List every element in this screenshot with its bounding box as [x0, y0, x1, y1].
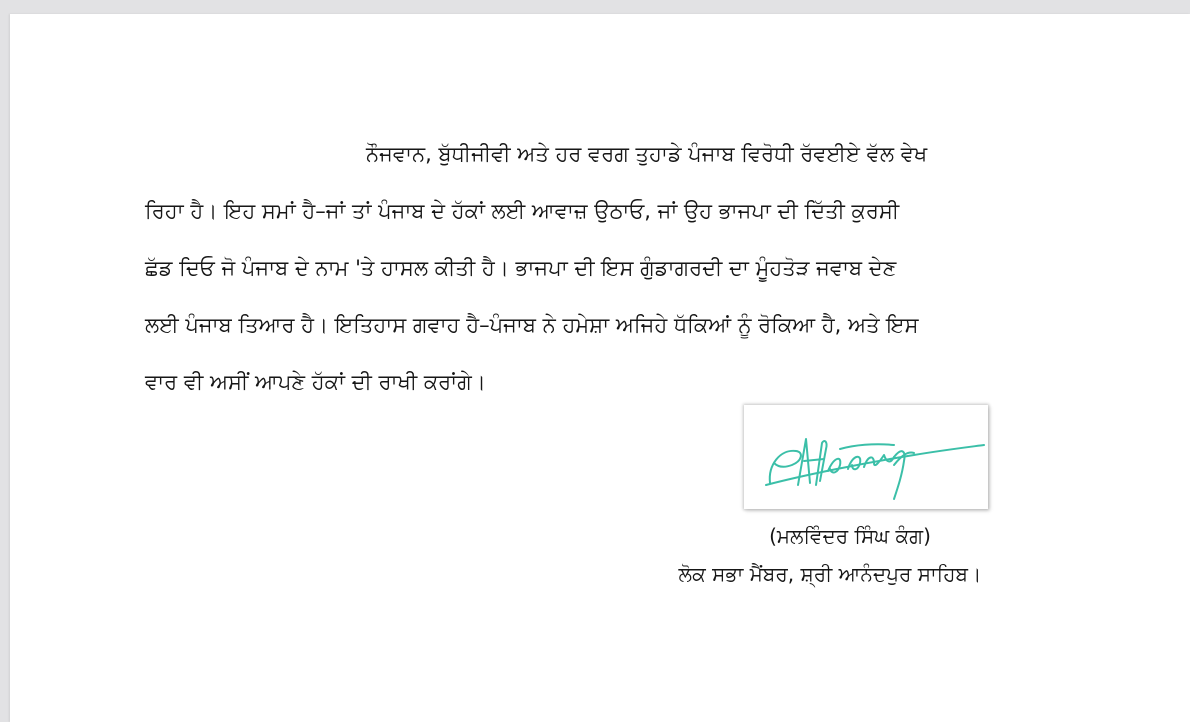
handwritten-signature: [744, 405, 988, 509]
letter-line: ਵਾਰ ਵੀ ਅਸੀਂ ਆਪਣੇ ਹੱਕਾਂ ਦੀ ਰਾਖੀ ਕਰਾਂਗੇ।: [145, 370, 486, 394]
letter-body: [145, 126, 1065, 411]
document-page: [10, 14, 1190, 722]
letter-line: ਰਿਹਾ ਹੈ। ਇਹ ਸਮਾਂ ਹੈ–ਜਾਂ ਤਾਂ ਪੰਜਾਬ ਦੇ ਹੱਕਾਂ ਲਈ ਆਵਾਜ਼ ਉਠਾਓ, ਜਾਂ ਉਹ ਭਾਜਪਾ ਦੀ ਦਿੱਤੀ ਕੁਰਸੀ: [145, 199, 900, 223]
signature-image: [744, 405, 988, 509]
letter-line: ਲਈ ਪੰਜਾਬ ਤਿਆਰ ਹੈ। ਇਤਿਹਾਸ ਗਵਾਹ ਹੈ–ਪੰਜਾਬ ਨੇ ਹਮੇਸ਼ਾ ਅਜਿਹੇ ਧੱਕਿਆਂ ਨੂੰ ਰੋਕਿਆ ਹੈ, ਅਤੇ ਇਸ: [145, 313, 919, 337]
signatory-name: (ਮਲਵਿੰਦਰ ਸਿੰਘ ਕੰਗ): [769, 524, 931, 548]
letter-line: ਨੌਜਵਾਨ, ਬੁੱਧੀਜੀਵੀ ਅਤੇ ਹਰ ਵਰਗ ਤੁਹਾਡੇ ਪੰਜਾਬ ਵਿਰੋਧੀ ਰੱਵਈਏ ਵੱਲ ਵੇਖ: [366, 142, 928, 166]
signatory-title: ਲੋਕ ਸਭਾ ਮੈਂਬਰ, ਸ਼੍ਰੀ ਆਨੰਦਪੁਰ ਸਾਹਿਬ।: [678, 562, 982, 586]
letter-line: ਛੱਡ ਦਿਓ ਜੋ ਪੰਜਾਬ ਦੇ ਨਾਮ 'ਤੇ ਹਾਸਲ ਕੀਤੀ ਹੈ। ਭਾਜਪਾ ਦੀ ਇਸ ਗੁੰਡਾਗਰਦੀ ਦਾ ਮੂੰਹਤੋੜ ਜਵਾਬ ਦੇਣ: [145, 256, 897, 280]
